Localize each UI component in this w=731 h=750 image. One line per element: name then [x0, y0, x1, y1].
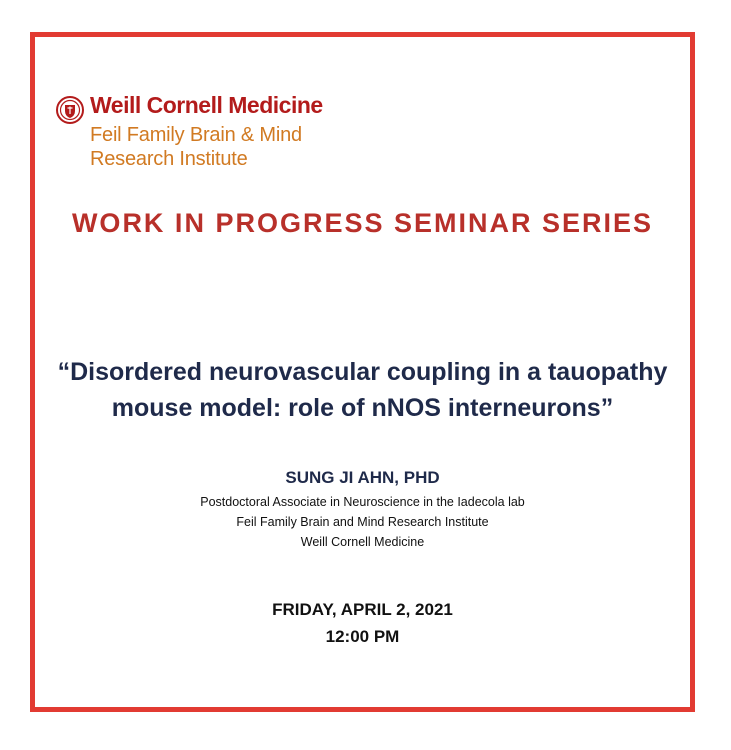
- event-date: FRIDAY, APRIL 2, 2021: [272, 600, 453, 619]
- logo-institute-line1: Feil Family Brain & Mind: [90, 124, 302, 146]
- institution-logo: [56, 92, 376, 172]
- talk-title-line1: “Disordered neurovascular coupling in a tauopathy: [57, 358, 668, 386]
- affiliation-line: Postdoctoral Associate in Neuroscience in the Iadecola lab: [200, 495, 525, 509]
- weill-cornell-seal-icon: [56, 96, 84, 124]
- talk-title-line2: mouse model: role of nNOS interneurons”: [111, 394, 614, 422]
- series-title: WORK IN PROGRESS SEMINAR SERIES: [71, 208, 654, 238]
- speaker-name: SUNG JI AHN, PHD: [285, 468, 440, 487]
- logo-name: Weill Cornell Medicine: [90, 92, 323, 118]
- affiliation-line: Feil Family Brain and Mind Research Institute: [236, 515, 489, 529]
- event-time: 12:00 PM: [325, 627, 400, 646]
- speaker-affiliation: [30, 492, 695, 552]
- affiliation-line: Weill Cornell Medicine: [300, 535, 425, 549]
- talk-title: [30, 354, 695, 426]
- logo-institute-line2: Research Institute: [90, 148, 248, 170]
- event-datetime: [30, 596, 695, 650]
